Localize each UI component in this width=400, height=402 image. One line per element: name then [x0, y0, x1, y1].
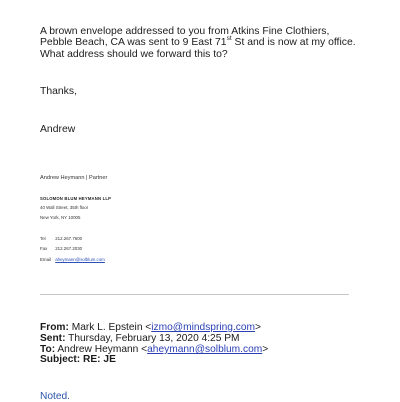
from-email-link[interactable]: izmo@mindspring.com — [151, 322, 256, 333]
from-close: > — [255, 322, 261, 333]
from-label: From: — [40, 322, 69, 333]
signature-address-line2: New York, NY 10005 — [40, 215, 81, 220]
subject-label: Subject: — [40, 354, 81, 365]
subject-value: RE: JE — [80, 354, 116, 365]
tel-value: 212.267.7600 — [55, 236, 83, 241]
quoted-from-line — [40, 322, 261, 333]
signature-address-line1: 40 Wall Street, 35th floor — [40, 205, 89, 210]
email-label: Email — [40, 257, 51, 262]
signature-email — [40, 257, 105, 262]
signature-fax — [40, 246, 82, 251]
tel-label: Tel — [40, 236, 46, 241]
message-body — [40, 26, 358, 60]
signer-name: Andrew — [40, 124, 76, 135]
quoted-sent-line — [40, 333, 240, 344]
to-label: To: — [40, 344, 56, 355]
from-name: Mark L. Epstein < — [68, 322, 152, 333]
fax-value: 212.267.2030 — [55, 246, 83, 251]
signature-email-link[interactable]: aheymann@solblum.com — [55, 257, 105, 262]
quote-divider — [40, 294, 349, 295]
signature-firm: SOLOMON BLUM HEYMANN LLP — [40, 196, 112, 201]
quoted-subject-line — [40, 354, 116, 365]
to-name: Andrew Heymann < — [55, 344, 148, 355]
message-body-text: A brown envelope addressed to you from Atkins Fine Clothiers, Pebble Beach, CA was sent to 9 East 71 — [40, 26, 330, 49]
to-close: > — [262, 344, 269, 355]
message-body-text-continued: St and is now at my office. What address should we forward this to? — [40, 37, 356, 60]
quoted-body-text: Noted. — [40, 391, 71, 402]
sent-label: Sent: — [40, 333, 66, 344]
sent-value: Thursday, February 13, 2020 4:25 PM — [65, 333, 240, 344]
closing-line: Thanks, — [40, 86, 77, 97]
to-email-link[interactable]: aheymann@solblum.com — [147, 344, 263, 355]
signature-tel — [40, 236, 82, 241]
fax-label: Fax — [40, 246, 48, 251]
ordinal-suffix: st — [226, 35, 232, 43]
signature-name-title: Andrew Heymann | Partner — [40, 175, 108, 181]
